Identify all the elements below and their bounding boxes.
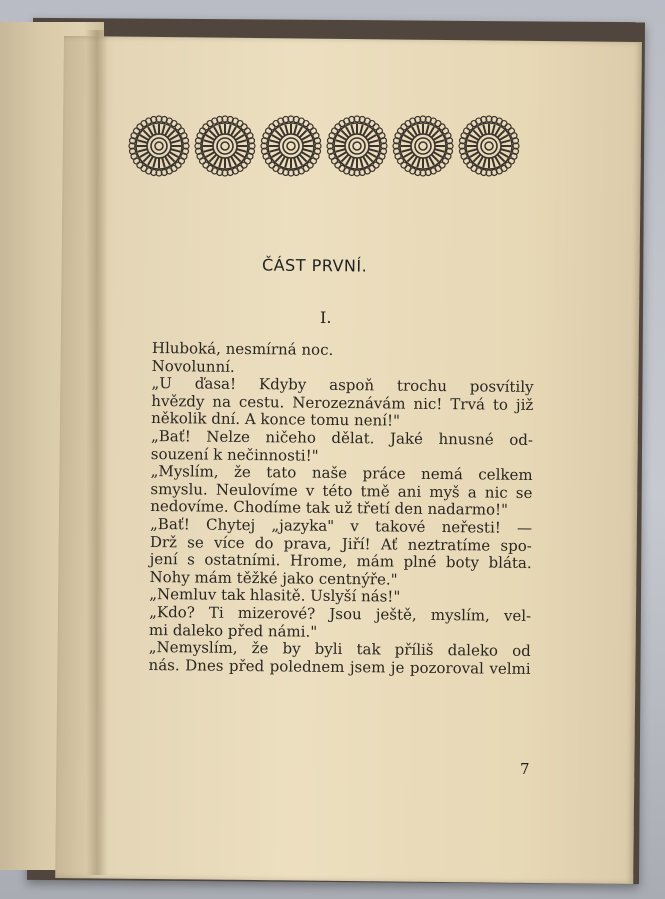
rosette-ornament-icon	[326, 115, 388, 177]
part-title: ČÁST PRVNÍ.	[261, 255, 368, 276]
rosette-ornament-icon	[392, 115, 454, 177]
text-line: Hluboká, nesmírná noc.	[151, 339, 334, 359]
text-line: Novolunní.	[151, 356, 235, 376]
text-line: nás. Dnes před polednem jsem je pozoroval velmi	[148, 655, 531, 678]
text-line: smyslu. Neulovíme v této tmě ani myš a nic se	[150, 479, 533, 502]
rosette-ornament-icon	[260, 115, 322, 177]
rosette-ornament-icon	[458, 115, 520, 177]
text-line: souzení k nečinnosti!"	[150, 444, 319, 465]
text-line: „Bať! Chytej „jazyka" v takové neřesti! —	[149, 514, 533, 537]
text-line: „U ďasa! Kdyby aspoň trochu posvítily	[151, 374, 534, 397]
text-line: „Kdo? Ti mizerové? Jsou ještě, myslím, vel-	[149, 602, 532, 625]
text-line: Nohy mám těžké jako centnýře."	[149, 567, 398, 589]
page-number: 7	[520, 760, 530, 778]
text-line: jení s ostatními. Hrome, mám plné boty bláta.	[149, 550, 532, 573]
text-line: Drž se více do prava, Jiří! Ať neztratíme spo-	[149, 532, 532, 555]
text-line: „Bať! Nelze ničeho dělat. Jaké hnusné od-	[150, 426, 534, 449]
text-line: „Nemyslím, že by byli tak příliš daleko od	[148, 638, 531, 661]
body-text	[148, 340, 533, 678]
text-line: „Nemluv tak hlasitě. Uslyší nás!"	[149, 585, 401, 606]
rosette-ornament-icon	[194, 115, 256, 177]
book-gutter	[86, 30, 108, 875]
text-line: mi daleko před námi."	[148, 620, 318, 641]
chapter-number: I.	[320, 308, 332, 327]
text-line: „Myslím, že tato naše práce nemá celkem	[150, 462, 533, 485]
ornament-row	[128, 115, 520, 179]
rosette-ornament-icon	[128, 115, 190, 177]
text-line: několik dní. A konce tomu není!"	[151, 409, 401, 430]
text-line: hvězdy na cestu. Nerozeznávám nic! Trvá to již	[151, 391, 534, 414]
text-line: nedovíme. Chodíme tak už třetí den nadarmo!"	[150, 497, 509, 520]
